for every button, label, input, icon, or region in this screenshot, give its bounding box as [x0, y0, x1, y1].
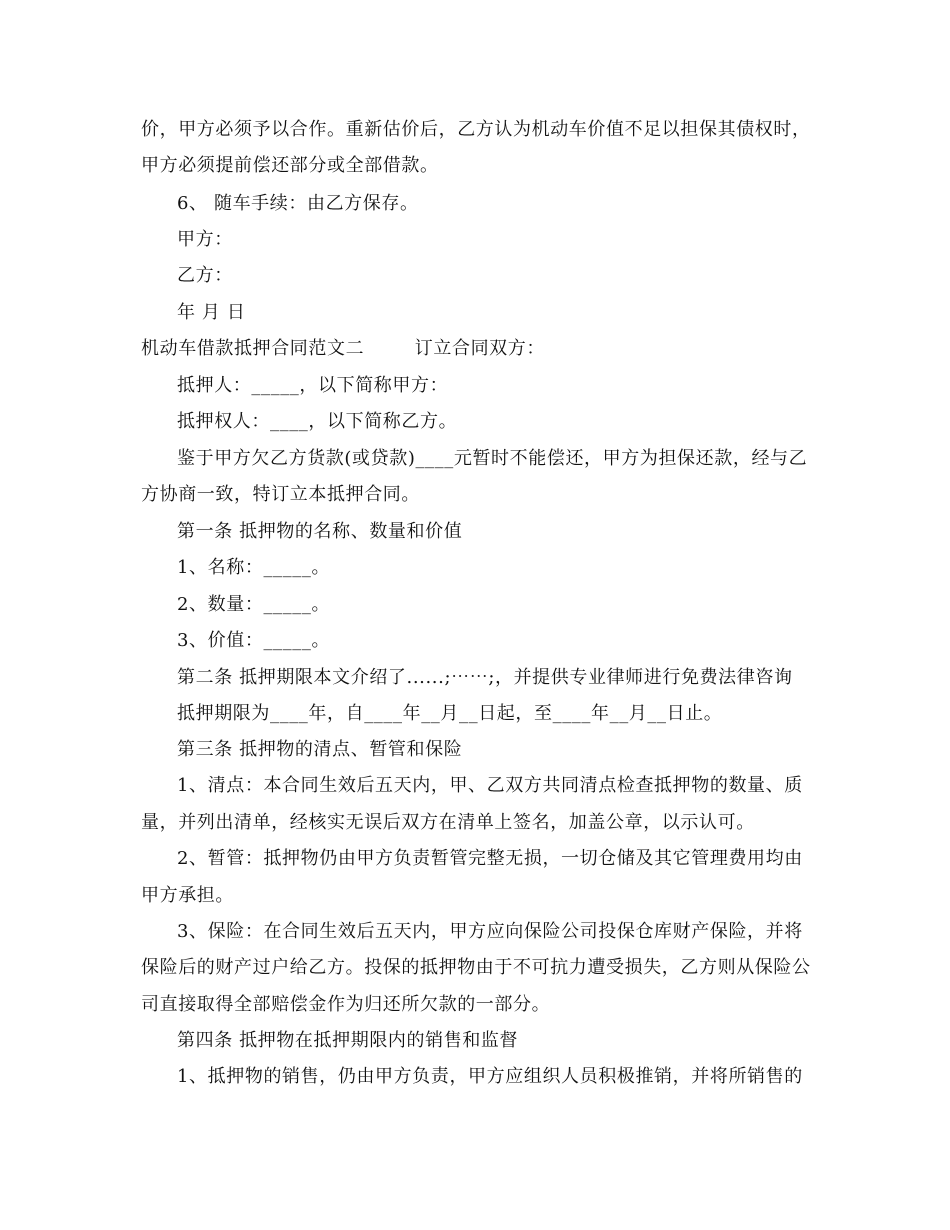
clause-line: 1、抵押物的销售，仍由甲方负责，甲方应组织人员积极推销，并将所销售的	[177, 1066, 803, 1087]
paragraph-line: 保险后的财产过户给乙方。投保的抵押物由于不可抗力遭受损失，乙方则从保险公	[141, 957, 811, 978]
party-line: 抵押权人：____，以下简称乙方。	[177, 411, 458, 432]
article-heading: 第三条 抵押物的清点、暂管和保险	[177, 739, 463, 760]
signature-date: 年 月 日	[177, 302, 246, 323]
paragraph-line: 价，甲方必须予以合作。重新估价后，乙方认为机动车价值不足以担保其债权时，	[141, 119, 811, 140]
paragraph-line: 量，并列出清单，经核实无误后双方在清单上签名，加盖公章，以示认可。	[141, 812, 755, 833]
clause-line: 2、数量：_____。	[177, 594, 331, 615]
clause-line: 1、清点：本合同生效后五天内，甲、乙双方共同清点检查抵押物的数量、质	[177, 775, 803, 796]
section-title: 机动车借款抵押合同范文二 订立合同双方：	[141, 338, 545, 359]
paragraph-line: 甲方必须提前偿还部分或全部借款。	[141, 155, 439, 176]
article-heading: 第一条 抵押物的名称、数量和价值	[177, 521, 463, 542]
article-heading: 第四条 抵押物在抵押期限内的销售和监督	[177, 1030, 519, 1051]
clause-line: 3、价值：_____。	[177, 630, 331, 651]
clause-line: 2、暂管：抵押物仍由甲方负责暂管完整无损，一切仓储及其它管理费用均由	[177, 848, 803, 869]
clause-line: 1、名称：_____。	[177, 557, 331, 578]
paragraph-line: 甲方承担。	[141, 885, 234, 906]
paragraph-line: 方协商一致，特订立本抵押合同。	[141, 484, 420, 505]
article-heading: 第二条 抵押期限本文介绍了......;⋯⋯;，并提供专业律师进行免费法律咨询	[177, 667, 793, 688]
signature-party-a: 甲方：	[177, 229, 233, 250]
party-line: 抵押人：_____，以下简称甲方：	[177, 375, 449, 396]
signature-party-b: 乙方：	[177, 265, 233, 286]
paragraph-line: 鉴于甲方欠乙方货款(或贷款)____元暂时不能偿还，甲方为担保还款，经与乙	[177, 448, 808, 469]
clause-line: 6、 随车手续：由乙方保存。	[177, 193, 419, 214]
clause-line: 3、保险：在合同生效后五天内，甲方应向保险公司投保仓库财产保险，并将	[177, 921, 803, 942]
paragraph-line: 司直接取得全部赔偿金作为归还所欠款的一部分。	[141, 994, 551, 1015]
paragraph-line: 抵押期限为____年，自____年__月__日起，至____年__月__日止。	[177, 703, 723, 724]
